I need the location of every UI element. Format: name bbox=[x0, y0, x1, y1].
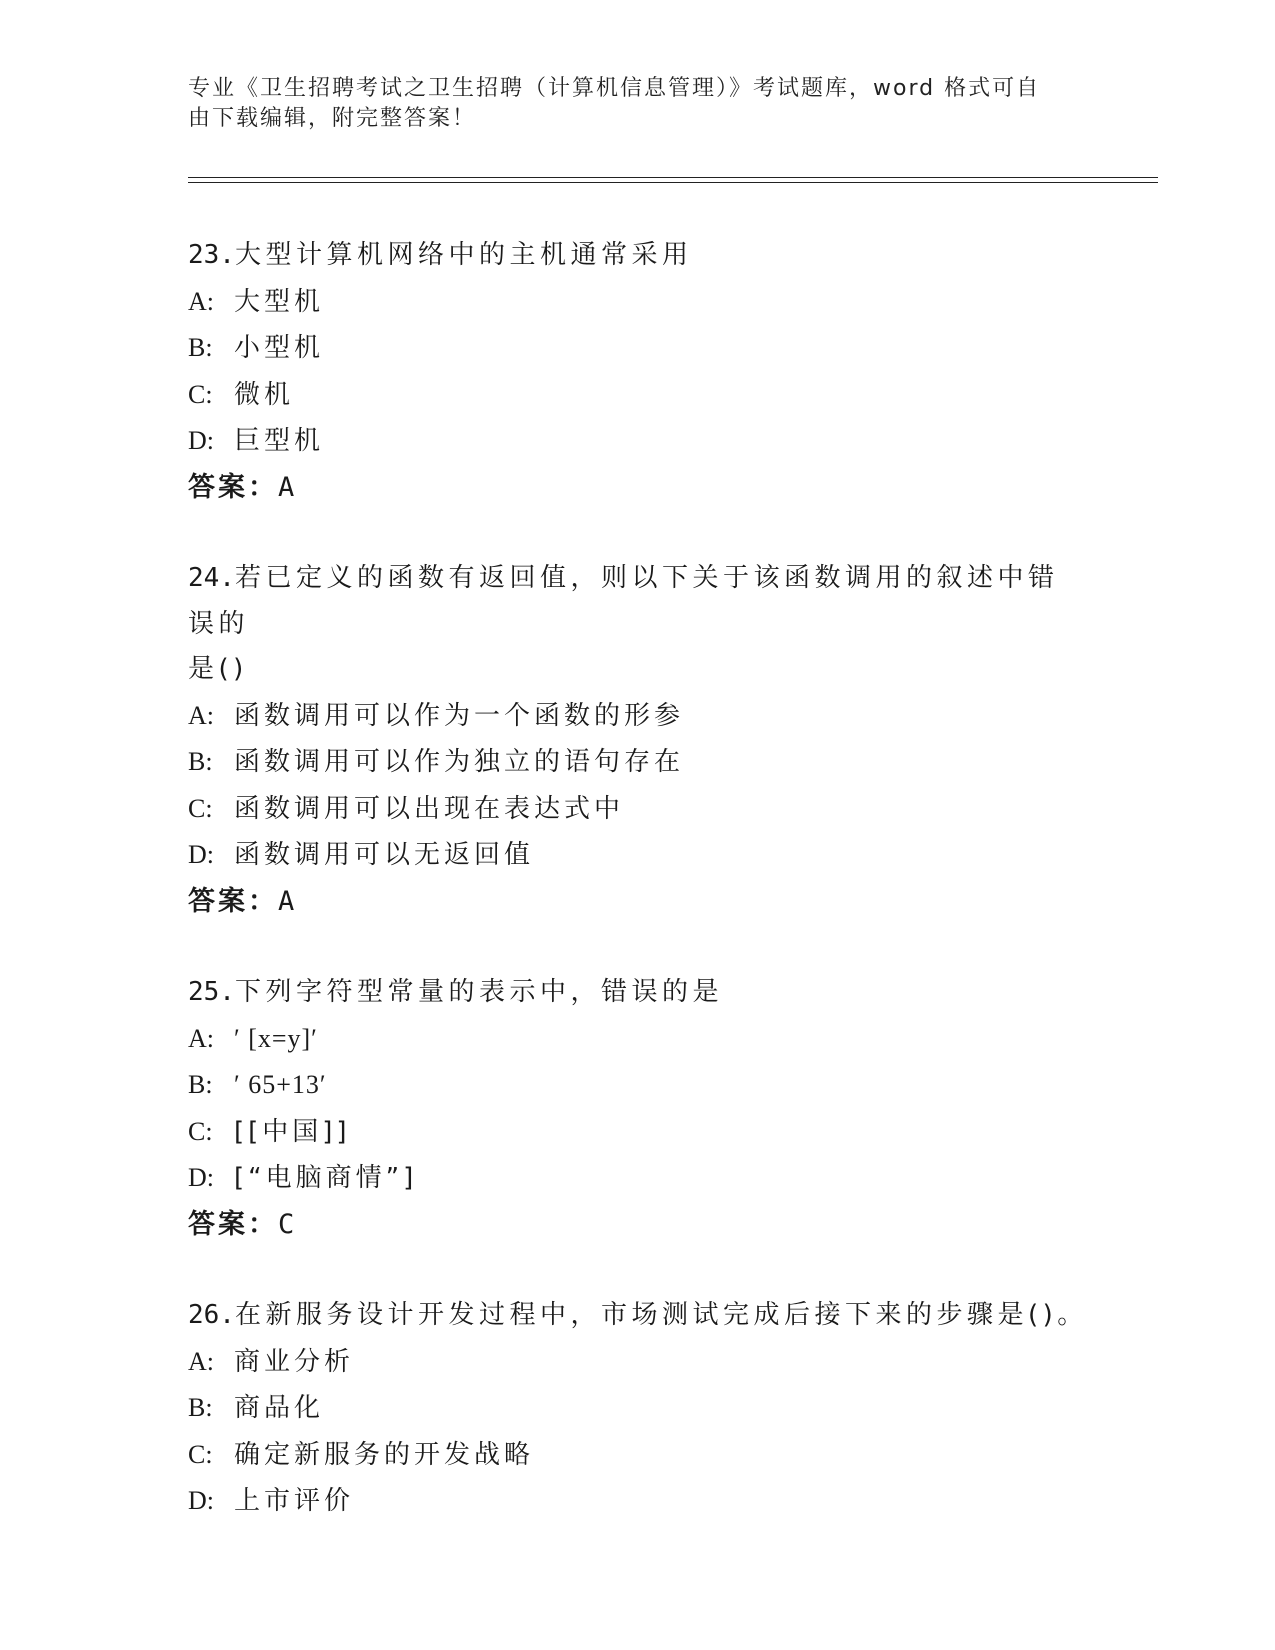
option-b bbox=[188, 1385, 1088, 1432]
option-letter: D: bbox=[188, 1486, 214, 1515]
option-text: [“电脑商情”] bbox=[234, 1163, 418, 1193]
option-letter: A: bbox=[188, 1346, 214, 1376]
option-text: ′ [x=y]′ bbox=[234, 1023, 318, 1053]
option-letter: C: bbox=[188, 793, 213, 823]
option-text: 大型机 bbox=[234, 286, 325, 317]
option-text: 小型机 bbox=[234, 333, 325, 363]
option-c bbox=[188, 1432, 1088, 1479]
question-number: 25. bbox=[188, 977, 235, 1007]
option-b bbox=[188, 325, 1088, 372]
option-d bbox=[188, 418, 1088, 465]
option-letter: B: bbox=[188, 333, 213, 362]
header-line-2: 由下载编辑，附完整答案！ bbox=[188, 106, 477, 131]
option-letter: A: bbox=[188, 1023, 214, 1053]
question-23 bbox=[188, 233, 1088, 510]
answer-label: 答案： bbox=[188, 471, 278, 503]
answer-value: A bbox=[278, 885, 295, 917]
option-letter: B: bbox=[188, 1393, 213, 1422]
option-text: 函数调用可以无返回值 bbox=[234, 840, 535, 870]
document-header bbox=[188, 74, 1068, 134]
option-text: [[中国]] bbox=[234, 1116, 351, 1147]
question-text: 下列字符型常量的表示中，错误的是 bbox=[234, 977, 723, 1007]
header-divider-bottom bbox=[188, 182, 1158, 183]
header-line-1: 专业《卫生招聘考试之卫生招聘（计算机信息管理）》考试题库，word 格式可自 bbox=[188, 76, 1041, 101]
question-number: 24. bbox=[188, 563, 235, 593]
question-stem bbox=[188, 1293, 1088, 1339]
option-letter: A: bbox=[188, 700, 214, 730]
question-24 bbox=[188, 556, 1088, 924]
option-text: 微机 bbox=[234, 379, 295, 410]
option-letter: A: bbox=[188, 286, 214, 316]
option-d bbox=[188, 832, 1088, 879]
question-text-continued: 是() bbox=[188, 654, 248, 684]
answer bbox=[188, 879, 1088, 925]
option-text: 函数调用可以作为独立的语句存在 bbox=[234, 747, 685, 777]
option-text: ′ 65+13′ bbox=[234, 1070, 327, 1099]
answer-label: 答案： bbox=[188, 1208, 278, 1240]
option-letter: B: bbox=[188, 1070, 213, 1099]
question-text: 在新服务设计开发过程中，市场测试完成后接下来的步骤是()。 bbox=[234, 1300, 1088, 1330]
option-a bbox=[188, 279, 1088, 326]
question-stem bbox=[188, 970, 1088, 1016]
option-letter: C: bbox=[188, 1116, 213, 1146]
option-c bbox=[188, 786, 1088, 833]
header-divider-top bbox=[188, 177, 1158, 178]
option-b bbox=[188, 1062, 1088, 1109]
question-list bbox=[188, 233, 1088, 1571]
option-c bbox=[188, 372, 1088, 419]
option-text: 商业分析 bbox=[234, 1346, 355, 1377]
option-letter: C: bbox=[188, 1439, 213, 1469]
option-a bbox=[188, 1016, 1088, 1063]
answer-value: C bbox=[278, 1208, 295, 1240]
option-text: 确定新服务的开发战略 bbox=[234, 1439, 535, 1470]
question-stem bbox=[188, 556, 1088, 647]
option-d bbox=[188, 1478, 1088, 1525]
option-letter: D: bbox=[188, 840, 214, 869]
question-26 bbox=[188, 1293, 1088, 1525]
option-c bbox=[188, 1109, 1088, 1156]
question-25 bbox=[188, 970, 1088, 1247]
option-letter: C: bbox=[188, 379, 213, 409]
question-number: 23. bbox=[188, 240, 235, 270]
option-a bbox=[188, 1339, 1088, 1386]
question-stem bbox=[188, 233, 1088, 279]
question-text: 若已定义的函数有返回值，则以下关于该函数调用的叙述中错误的 bbox=[188, 563, 1059, 639]
option-a bbox=[188, 693, 1088, 740]
option-letter: B: bbox=[188, 747, 213, 776]
option-text: 商品化 bbox=[234, 1393, 325, 1423]
option-letter: D: bbox=[188, 1163, 214, 1192]
answer-label: 答案： bbox=[188, 885, 278, 917]
answer bbox=[188, 1202, 1088, 1248]
option-text: 上市评价 bbox=[234, 1486, 355, 1516]
answer bbox=[188, 465, 1088, 511]
option-text: 巨型机 bbox=[234, 426, 325, 456]
option-d bbox=[188, 1155, 1088, 1202]
question-number: 26. bbox=[188, 1300, 235, 1330]
option-b bbox=[188, 739, 1088, 786]
answer-value: A bbox=[278, 471, 295, 503]
option-text: 函数调用可以作为一个函数的形参 bbox=[234, 700, 685, 731]
option-text: 函数调用可以出现在表达式中 bbox=[234, 793, 625, 824]
question-text: 大型计算机网络中的主机通常采用 bbox=[234, 240, 693, 270]
option-letter: D: bbox=[188, 426, 214, 455]
